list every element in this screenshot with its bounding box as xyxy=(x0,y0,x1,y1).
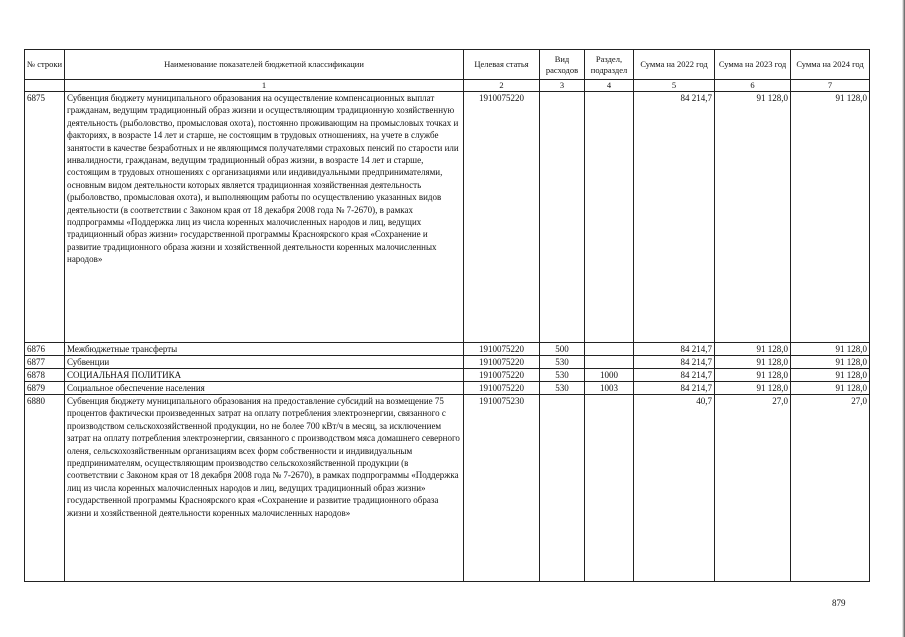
row-section: 1000 xyxy=(585,369,634,382)
row-section xyxy=(585,395,634,582)
column-number: 4 xyxy=(585,80,634,92)
table-row xyxy=(25,395,870,582)
row-sum-2022: 84 214,7 xyxy=(634,356,715,369)
header-kind: Вид расходов xyxy=(540,50,585,80)
row-name: Субвенция бюджету муниципального образования на предоставление субсидий на возмещение 75 процентов фактически произведенных затрат на оплату потребления электроэнергии, связанного с производством сельскохозяйственной продукции, но не более 700 кВт/ч в месяц, за исключением затрат на оплату потребления электроэнергии, связанного с производством мяса домашнего северного оленя, сельскохозяйственным организациям всех форм собственности и индивидуальным предпринимателям, осуществляющим производство сельскохозяйственной продукции (в соответствии с Законом края от 18 декабря 2008 года № 7-2670), в рамках подпрограммы «Поддержка лиц из числа коренных малочисленных народов и лиц, ведущих традиционный образ жизни» государственной программы Красноярского края «Сохранение и развитие традиционного образа жизни и хозяйственной деятельности коренных малочисленных народов» xyxy=(65,395,464,582)
row-kind: 500 xyxy=(540,343,585,356)
row-sum-2024: 91 128,0 xyxy=(791,92,870,343)
row-kind xyxy=(540,92,585,343)
row-sum-2023: 91 128,0 xyxy=(715,382,791,395)
column-number: 2 xyxy=(464,80,540,92)
budget-table xyxy=(24,49,870,582)
row-kind xyxy=(540,395,585,582)
column-number: 3 xyxy=(540,80,585,92)
row-number: 6876 xyxy=(25,343,65,356)
row-target: 1910075220 xyxy=(464,92,540,343)
row-name: Социальное обеспечение населения xyxy=(65,382,464,395)
column-number: 6 xyxy=(715,80,791,92)
row-section xyxy=(585,356,634,369)
row-number: 6875 xyxy=(25,92,65,343)
table-row xyxy=(25,92,870,343)
row-sum-2024: 91 128,0 xyxy=(791,343,870,356)
row-name: Межбюджетные трансферты xyxy=(65,343,464,356)
row-sum-2024: 27,0 xyxy=(791,395,870,582)
page-number: 879 xyxy=(832,598,846,608)
row-section xyxy=(585,343,634,356)
row-sum-2023: 91 128,0 xyxy=(715,369,791,382)
header-sum-2023: Сумма на 2023 год xyxy=(715,50,791,80)
column-number: 1 xyxy=(65,80,464,92)
row-target: 1910075220 xyxy=(464,382,540,395)
row-sum-2024: 91 128,0 xyxy=(791,369,870,382)
row-sum-2022: 84 214,7 xyxy=(634,369,715,382)
row-name: СОЦИАЛЬНАЯ ПОЛИТИКА xyxy=(65,369,464,382)
row-name: Субвенция бюджету муниципального образования на осуществление компенсационных выплат гражданам, ведущим традиционный образ жизни и осуществляющим традиционную хозяйственную деятельность (рыболовство, промысловая охота), постоянно проживающим на промысловых точках и факториях, в возрасте 14 лет и старше, не состоящим в трудовых отношениях, на учете в службе занятости в качестве безработных и не являющимся получателями страховых пенсий по старости или инвалидности, гражданам, ведущим традиционный образ жизни, в возрасте 14 лет и старше, состоящим в трудовых отношениях с организациями или индивидуальными предпринимателями, основным видом деятельности которых является традиционная хозяйственная деятельность (рыболовство, промысловая охота), и выполняющим работы по осуществлению указанных видов деятельности (в соответствии с Законом края от 18 декабря 2008 года № 7-2670), в рамках подпрограммы «Поддержка лиц из числа коренных малочисленных народов и лиц, ведущих традиционный образ жизни» государственной программы Красноярского края «Сохранение и развитие традиционного образа жизни и хозяйственной деятельности коренных малочисленных народов» xyxy=(65,92,464,343)
header-section: Раздел, подраздел xyxy=(585,50,634,80)
row-kind: 530 xyxy=(540,382,585,395)
table-row xyxy=(25,369,870,382)
row-section xyxy=(585,92,634,343)
header-row-no: № строки xyxy=(25,50,65,80)
row-number: 6879 xyxy=(25,382,65,395)
column-number-row xyxy=(25,80,870,92)
row-kind: 530 xyxy=(540,356,585,369)
row-sum-2023: 91 128,0 xyxy=(715,92,791,343)
table-row xyxy=(25,382,870,395)
row-name: Субвенции xyxy=(65,356,464,369)
row-number: 6877 xyxy=(25,356,65,369)
header-sum-2022: Сумма на 2022 год xyxy=(634,50,715,80)
column-number xyxy=(25,80,65,92)
row-target: 1910075220 xyxy=(464,369,540,382)
row-target: 1910075220 xyxy=(464,343,540,356)
header-sum-2024: Сумма на 2024 год xyxy=(791,50,870,80)
row-sum-2023: 91 128,0 xyxy=(715,343,791,356)
row-sum-2022: 84 214,7 xyxy=(634,343,715,356)
row-sum-2023: 27,0 xyxy=(715,395,791,582)
column-number: 5 xyxy=(634,80,715,92)
header-target: Целевая статья xyxy=(464,50,540,80)
row-sum-2024: 91 128,0 xyxy=(791,356,870,369)
row-sum-2022: 40,7 xyxy=(634,395,715,582)
row-sum-2022: 84 214,7 xyxy=(634,382,715,395)
row-number: 6878 xyxy=(25,369,65,382)
table-row xyxy=(25,343,870,356)
row-section: 1003 xyxy=(585,382,634,395)
header-name: Наименование показателей бюджетной классификации xyxy=(65,50,464,80)
row-target: 1910075220 xyxy=(464,356,540,369)
row-kind: 530 xyxy=(540,369,585,382)
row-sum-2023: 91 128,0 xyxy=(715,356,791,369)
table-row xyxy=(25,356,870,369)
row-number: 6880 xyxy=(25,395,65,582)
header-row xyxy=(25,50,870,80)
column-number: 7 xyxy=(791,80,870,92)
row-sum-2022: 84 214,7 xyxy=(634,92,715,343)
row-sum-2024: 91 128,0 xyxy=(791,382,870,395)
row-target: 1910075230 xyxy=(464,395,540,582)
